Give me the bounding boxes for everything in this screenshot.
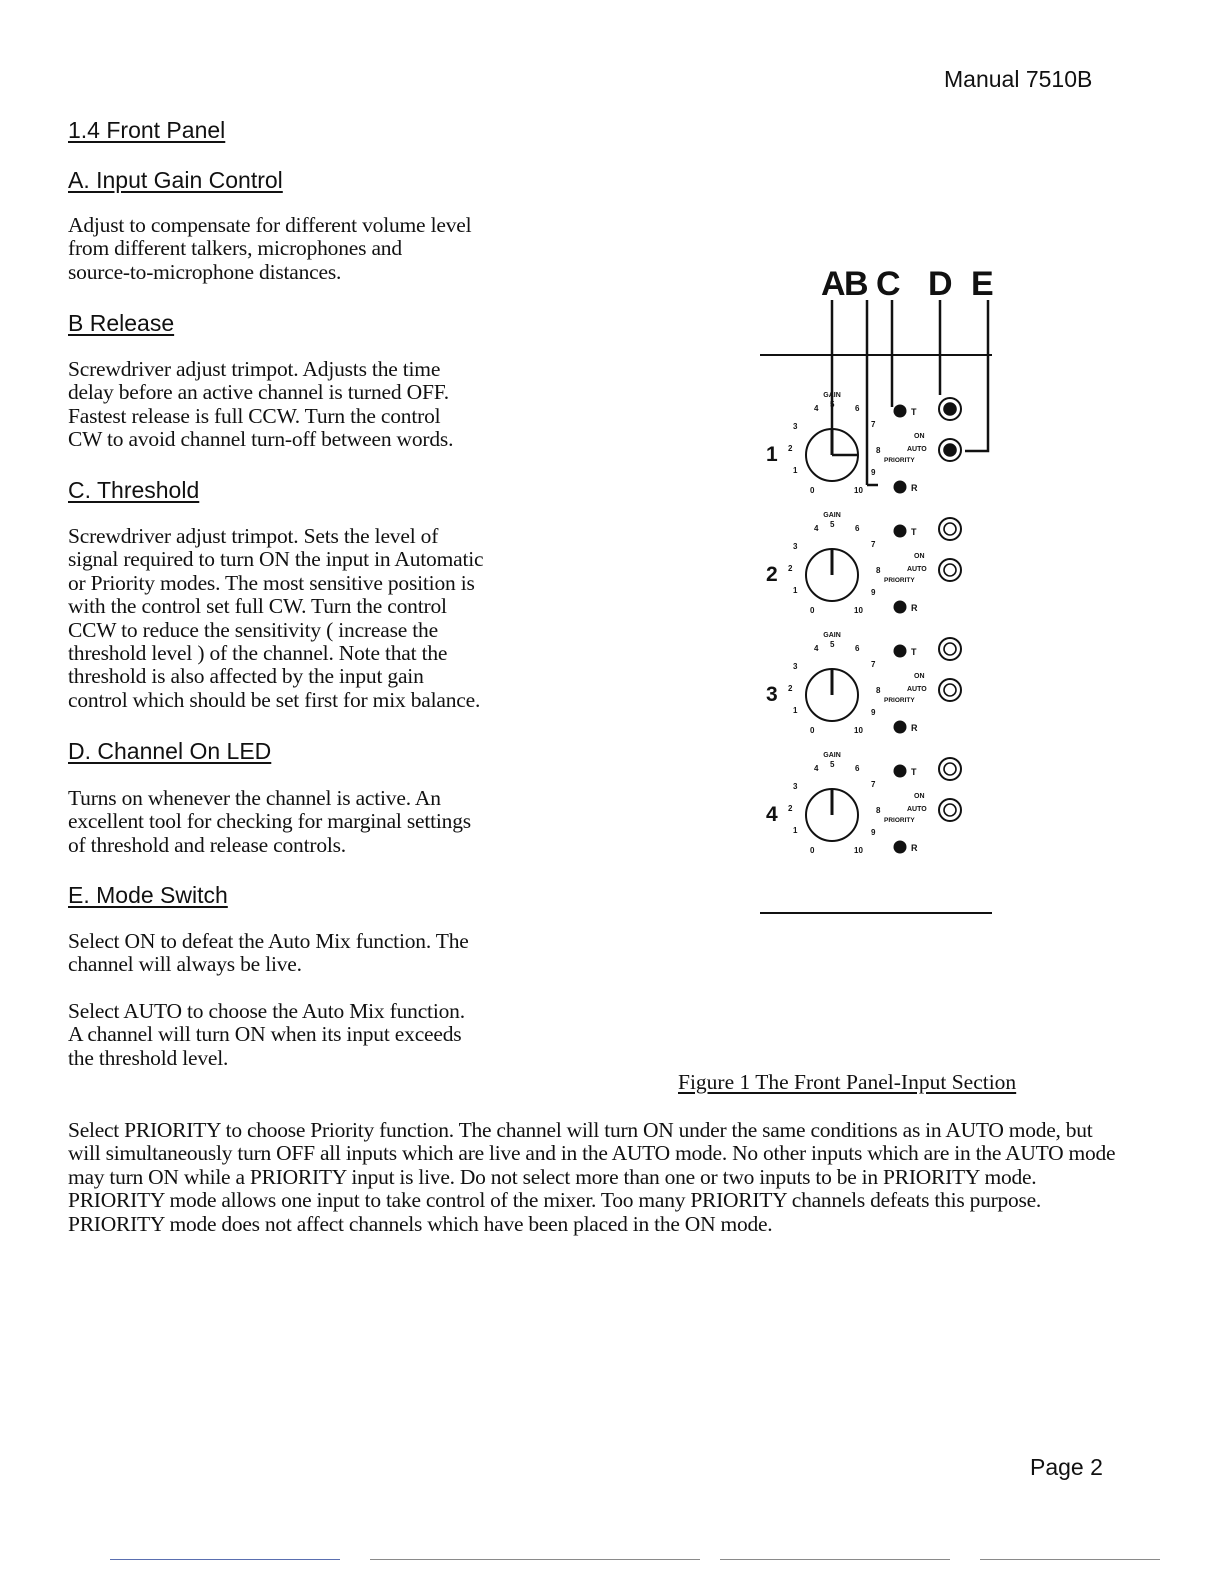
channel-number: 3 <box>766 683 778 706</box>
mode-label-priority: PRIORITY <box>884 697 915 704</box>
led-label-t: T <box>911 767 917 777</box>
callout-a: A <box>821 265 846 303</box>
paragraph-priority-mode: Select PRIORITY to choose Priority function. The channel will turn ON under the same conditions as in AUTO mode, but will simultaneously turn OFF all inputs which are live and in the AUTO mode. No other inputs which are in the AUTO mode may turn ON while a PRIORITY input is live. Do not select more than one or two inputs to be in PRIORITY mode. PRIORITY mode allows one input to take control of the mixer. Too many PRIORITY channels defeats this purpose. PRIORITY mode does not affect channels which have been placed in the ON mode. <box>68 1118 1116 1236</box>
scale-1: 1 <box>793 466 798 475</box>
channel-number: 4 <box>766 803 778 826</box>
threshold-jack[interactable] <box>939 518 961 540</box>
channel-on-led <box>894 645 907 658</box>
channel-on-led <box>894 525 907 538</box>
scale-1: 1 <box>793 826 798 835</box>
callout-e: E <box>971 265 994 303</box>
mode-label-on: ON <box>914 673 925 680</box>
led-label-t: T <box>911 647 917 657</box>
paragraph-input-gain-control: Adjust to compensate for different volume level from different talkers, microphones and source-to-microphone distances. <box>68 213 472 284</box>
scale-6: 6 <box>855 524 860 533</box>
release-led <box>894 601 907 614</box>
heading-input-gain-control: A. Input Gain Control <box>68 167 283 193</box>
scale-6: 6 <box>855 764 860 773</box>
scale-5: 5 <box>830 520 835 529</box>
threshold-jack-inner <box>944 643 956 655</box>
scale-7: 7 <box>871 540 876 549</box>
mode-label-priority: PRIORITY <box>884 817 915 824</box>
scale-7: 7 <box>871 660 876 669</box>
heading-release: B Release <box>68 310 175 336</box>
scale-5: 5 <box>830 400 835 409</box>
channel-on-led <box>894 405 907 418</box>
scale-0: 0 <box>810 486 815 495</box>
scale-8: 8 <box>876 446 881 455</box>
heading-mode-switch: E. Mode Switch <box>68 882 228 908</box>
channel-on-led <box>894 765 907 778</box>
led-label-t: T <box>911 407 917 417</box>
heading-channel-on-led: D. Channel On LED <box>68 738 272 764</box>
scale-4: 4 <box>814 644 819 653</box>
threshold-jack-inner <box>944 763 956 775</box>
scale-10: 10 <box>854 726 863 735</box>
scale-5: 5 <box>830 760 835 769</box>
led-label-r: R <box>911 603 918 613</box>
threshold-jack[interactable] <box>939 758 961 780</box>
scale-6: 6 <box>855 644 860 653</box>
mode-label-auto: AUTO <box>907 446 927 453</box>
paragraph-auto-mode: Select AUTO to choose the Auto Mix function. A channel will turn ON when its input exceeds the threshold level. <box>68 999 465 1070</box>
scale-7: 7 <box>871 780 876 789</box>
scale-1: 1 <box>793 706 798 715</box>
mode-switch-inner <box>944 684 956 696</box>
scale-3: 3 <box>793 422 798 431</box>
mode-label-on: ON <box>914 433 925 440</box>
channel-number: 2 <box>766 563 778 586</box>
mode-label-auto: AUTO <box>907 566 927 573</box>
threshold-jack-inner <box>944 523 956 535</box>
release-led <box>894 841 907 854</box>
scale-2: 2 <box>788 564 793 573</box>
threshold-jack[interactable] <box>939 638 961 660</box>
scale-10: 10 <box>854 606 863 615</box>
mode-switch-inner <box>944 564 956 576</box>
led-label-t: T <box>911 527 917 537</box>
scale-8: 8 <box>876 806 881 815</box>
manual-title: Manual 7510B <box>944 66 1093 92</box>
paragraph-threshold: Screwdriver adjust trimpot. Sets the level of signal required to turn ON the input in Automatic or Priority modes. The most sensitive position is with the control set full CW. Turn the control CCW to reduce the sensitivity ( increase the threshold level ) of the channel. Note that the threshold is also affected by the input gain control which should be set first for mix balance. <box>68 524 484 712</box>
scale-0: 0 <box>810 846 815 855</box>
mode-switch[interactable] <box>939 799 961 821</box>
channel-strip-3 <box>766 632 961 735</box>
scale-8: 8 <box>876 686 881 695</box>
scale-3: 3 <box>793 542 798 551</box>
channel-strip-2 <box>766 512 961 615</box>
figure-caption: Figure 1 The Front Panel-Input Section <box>678 1070 1017 1094</box>
scale-2: 2 <box>788 684 793 693</box>
led-label-r: R <box>911 483 918 493</box>
mode-label-on: ON <box>914 553 925 560</box>
scale-7: 7 <box>871 420 876 429</box>
channel-number: 1 <box>766 443 778 466</box>
scale-6: 6 <box>855 404 860 413</box>
scale-4: 4 <box>814 524 819 533</box>
scale-2: 2 <box>788 444 793 453</box>
mode-switch[interactable] <box>939 679 961 701</box>
mode-label-auto: AUTO <box>907 686 927 693</box>
scale-2: 2 <box>788 804 793 813</box>
gain-label: GAIN <box>823 512 841 519</box>
mode-switch-inner <box>944 804 956 816</box>
mode-switch[interactable] <box>939 559 961 581</box>
channel-strip-4 <box>766 752 961 855</box>
mode-label-priority: PRIORITY <box>884 457 915 464</box>
scale-9: 9 <box>871 828 876 837</box>
paragraph-release: Screwdriver adjust trimpot. Adjusts the time delay before an active channel is turned OFF. Fastest release is full CCW. Turn the control CW to avoid channel turn-off between words. <box>68 357 454 452</box>
heading-threshold: C. Threshold <box>68 477 200 503</box>
scale-9: 9 <box>871 708 876 717</box>
release-led <box>894 721 907 734</box>
callout-b: B <box>844 265 869 303</box>
front-panel-figure <box>740 255 1020 925</box>
mode-label-priority: PRIORITY <box>884 577 915 584</box>
release-led <box>894 481 907 494</box>
scale-8: 8 <box>876 566 881 575</box>
mode-switch-inner <box>944 444 956 456</box>
scale-10: 10 <box>854 486 863 495</box>
scale-0: 0 <box>810 606 815 615</box>
scale-5: 5 <box>830 640 835 649</box>
gain-label: GAIN <box>823 752 841 759</box>
gain-label: GAIN <box>823 392 841 399</box>
paragraph-channel-on-led: Turns on whenever the channel is active. An excellent tool for checking for marginal settings of threshold and release controls. <box>68 786 471 857</box>
led-label-r: R <box>911 843 918 853</box>
scale-4: 4 <box>814 764 819 773</box>
scale-10: 10 <box>854 846 863 855</box>
section-title: 1.4 Front Panel <box>68 117 226 143</box>
callout-c: C <box>876 265 901 303</box>
scale-1: 1 <box>793 586 798 595</box>
scale-3: 3 <box>793 782 798 791</box>
led-label-r: R <box>911 723 918 733</box>
scale-4: 4 <box>814 404 819 413</box>
scale-9: 9 <box>871 468 876 477</box>
mode-label-auto: AUTO <box>907 806 927 813</box>
paragraph-mode-switch: Select ON to defeat the Auto Mix function. The channel will always be live. <box>68 929 469 977</box>
page-number: Page 2 <box>1030 1454 1103 1480</box>
gain-label: GAIN <box>823 632 841 639</box>
scale-3: 3 <box>793 662 798 671</box>
threshold-jack-inner <box>944 403 956 415</box>
channel-strip-1 <box>766 392 961 495</box>
callout-d: D <box>928 265 953 303</box>
scale-0: 0 <box>810 726 815 735</box>
mode-label-on: ON <box>914 793 925 800</box>
scale-9: 9 <box>871 588 876 597</box>
